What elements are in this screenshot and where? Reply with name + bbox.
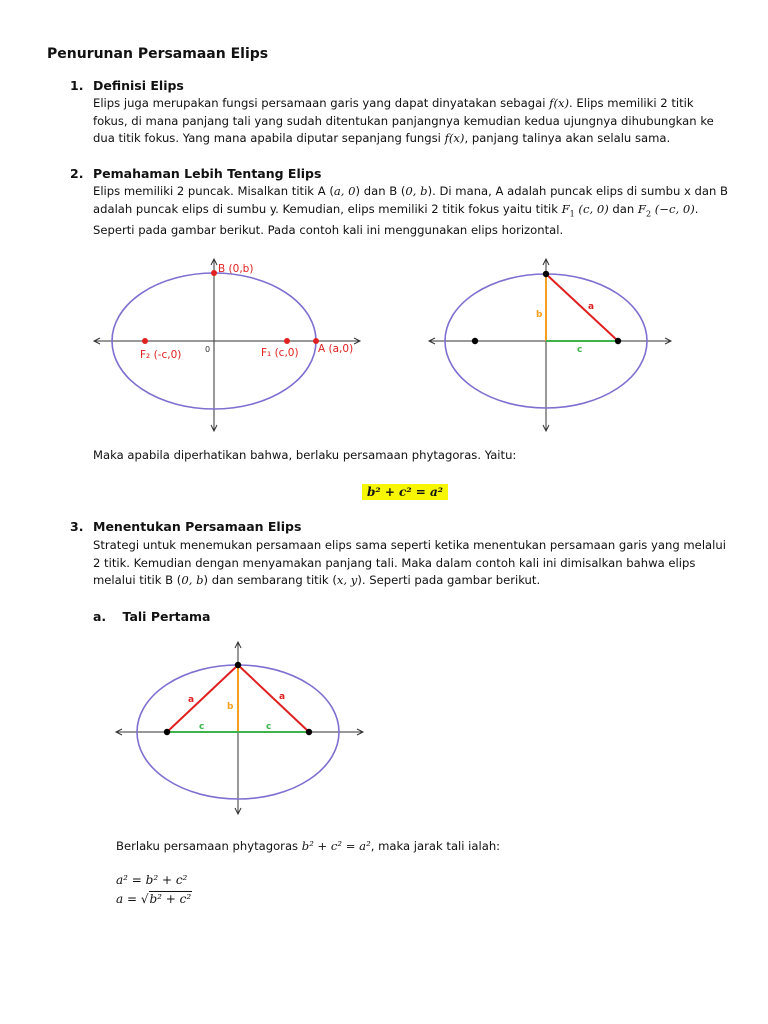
label-c: c — [577, 345, 583, 355]
point-right-focus — [615, 338, 621, 344]
subsection-a-heading: a. Tali Pertama — [93, 609, 211, 624]
section-2-body: Elips memiliki 2 puncak. Misalkan titik A (a, 0) dan B (0, b). Di mana, A adalah puncak elips di sumbu x dan B adalah puncak elips di sumbu y. Kemudian, elips memiliki 2 titik fokus yaitu titik $F_1$ (c, 0) dan $F_2$ (−c, 0). Seperti pada gambar berikut. Pada contoh kali ini menggunakan elips horizontal. — [93, 184, 729, 238]
point-F1 — [284, 338, 290, 344]
label-a: a — [588, 302, 595, 312]
label-F2: F₂ (-c,0) — [140, 349, 182, 361]
segment-a-right — [238, 665, 309, 732]
label-c-left: c — [199, 722, 205, 732]
section-3-body: Strategi untuk menemukan persamaan elips sama seperti ketika menentukan persamaan garis yang melalui 2 titik. Kemudian dengan menyamakan panjang tali. Maka dalam contoh kali ini dimisalkan bahwa elips melalui titik B (0, b) dan sembarang titik (x, y). Seperti pada gambar berikut. — [93, 538, 726, 587]
label-a-right: a — [279, 692, 286, 702]
ellipse-diagram-2 — [425, 255, 675, 435]
label-B: B (0,b) — [218, 263, 254, 275]
point-right-focus — [306, 729, 312, 735]
label-a-left: a — [188, 695, 195, 705]
label-b: b — [227, 702, 234, 712]
pythagoras-equation: b² + c² = a² — [362, 481, 448, 500]
subsection-a-text: Berlaku persamaan phytagoras b² + c² = a², maka jarak tali ialah: — [116, 839, 501, 853]
label-b: b — [536, 310, 543, 320]
label-c-right: c — [266, 722, 272, 732]
label-F1: F₁ (c,0) — [261, 347, 299, 359]
point-left-focus — [472, 338, 478, 344]
point-top — [543, 271, 549, 277]
ellipse-diagram-3 — [112, 638, 367, 818]
page-title: Penurunan Persamaan Elips — [47, 46, 269, 62]
equation-a-squared: a² = b² + c² — [116, 873, 188, 887]
point-F2 — [142, 338, 148, 344]
point-left-focus — [164, 729, 170, 735]
point-top — [235, 662, 241, 668]
segment-a — [546, 274, 618, 341]
section-1-body: Elips juga merupakan fungsi persamaan garis yang dapat dinyatakan sebagai f(x). Elips memiliki 2 titik fokus, di mana panjang tali yang sudah ditentukan panjangnya kemudian kedua ujungnya dihubungkan ke dua titik fokus. Yang mana apabila diputar sepanjang fungsi f(x), panjang talinya akan selalu sama. — [93, 96, 714, 145]
label-origin: 0 — [205, 345, 211, 354]
equation-a-sqrt: a = √b² + c² — [116, 892, 192, 906]
point-B — [211, 270, 217, 276]
phytagoras-intro: Maka apabila diperhatikan bahwa, berlaku persamaan phytagoras. Yaitu: — [93, 448, 517, 462]
label-A: A (a,0) — [318, 343, 354, 355]
ellipse-diagram-1 — [90, 255, 365, 435]
